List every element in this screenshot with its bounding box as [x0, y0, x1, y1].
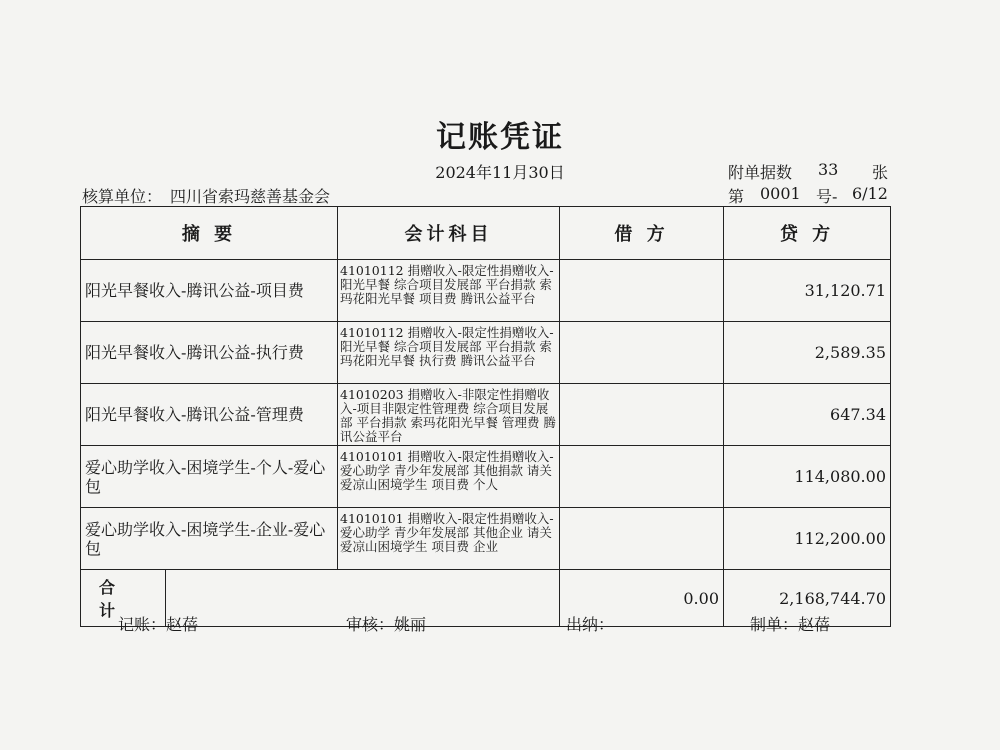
reviewer-signature: 审核：姚丽 — [346, 615, 427, 634]
header-summary: 摘 要 — [81, 207, 338, 260]
row-summary: 阳光早餐收入-腾讯公益-管理费 — [81, 384, 338, 446]
accounting-unit-label: 核算单位： — [82, 187, 163, 206]
row-subject: 41010101 捐赠收入-限定性捐赠收入-爱心助学 青少年发展部 其他捐款 请关爱凉山困境学生 项目费 个人 — [338, 446, 560, 508]
table-row — [81, 446, 891, 508]
cashier-signature: 出纳： — [566, 615, 615, 634]
row-debit — [560, 508, 724, 570]
table-row — [81, 322, 891, 384]
row-credit: 2,589.35 — [724, 322, 891, 384]
row-summary: 爱心助学收入-困境学生-个人-爱心包 — [81, 446, 338, 508]
header-subject: 会计科目 — [338, 207, 560, 260]
row-subject: 41010203 捐赠收入-非限定性捐赠收入-项目非限定性管理费 综合项目发展部 平台捐款 索玛花阳光早餐 管理费 腾讯公益平台 — [338, 384, 560, 446]
row-credit: 114,080.00 — [724, 446, 891, 508]
voucher-number-prefix: 第 — [728, 187, 745, 206]
row-summary: 爱心助学收入-困境学生-企业-爱心包 — [81, 508, 338, 570]
total-debit: 0.00 — [560, 570, 724, 627]
row-summary: 阳光早餐收入-腾讯公益-执行费 — [81, 322, 338, 384]
row-credit: 112,200.00 — [724, 508, 891, 570]
row-debit — [560, 322, 724, 384]
accounting-unit-name: 四川省索玛慈善基金会 — [170, 187, 331, 206]
row-debit — [560, 446, 724, 508]
voucher-page: 6/12 — [852, 184, 888, 203]
preparer-signature: 制单：赵蓓 — [750, 615, 831, 634]
table-header-row — [81, 207, 891, 260]
voucher-number-suffix: 号- — [816, 187, 838, 206]
bookkeeper-signature: 记账：赵蓓 — [118, 615, 199, 634]
attachment-count: 33 — [818, 160, 839, 179]
attachment-unit: 张 — [872, 163, 889, 182]
voucher-title: 记账凭证 — [436, 120, 564, 155]
row-credit: 647.34 — [724, 384, 891, 446]
voucher-table — [80, 206, 891, 627]
row-subject: 41010112 捐赠收入-限定性捐赠收入-阳光早餐 综合项目发展部 平台捐款 索玛花阳光早餐 项目费 腾讯公益平台 — [338, 260, 560, 322]
row-credit: 31,120.71 — [724, 260, 891, 322]
voucher-date: 2024年11月30日 — [435, 163, 565, 182]
table-row — [81, 508, 891, 570]
row-debit — [560, 260, 724, 322]
table-row — [81, 260, 891, 322]
row-subject: 41010101 捐赠收入-限定性捐赠收入-爱心助学 青少年发展部 其他企业 请关爱凉山困境学生 项目费 企业 — [338, 508, 560, 570]
table-row — [81, 384, 891, 446]
voucher-number: 0001 — [760, 184, 801, 203]
total-credit: 2,168,744.70 — [724, 570, 891, 627]
attachment-label: 附单据数 — [728, 163, 793, 182]
row-debit — [560, 384, 724, 446]
total-label: 合 计 — [81, 570, 166, 627]
row-summary: 阳光早餐收入-腾讯公益-项目费 — [81, 260, 338, 322]
header-debit: 借 方 — [560, 207, 724, 260]
row-subject: 41010112 捐赠收入-限定性捐赠收入-阳光早餐 综合项目发展部 平台捐款 索玛花阳光早餐 执行费 腾讯公益平台 — [338, 322, 560, 384]
header-credit: 贷 方 — [724, 207, 891, 260]
